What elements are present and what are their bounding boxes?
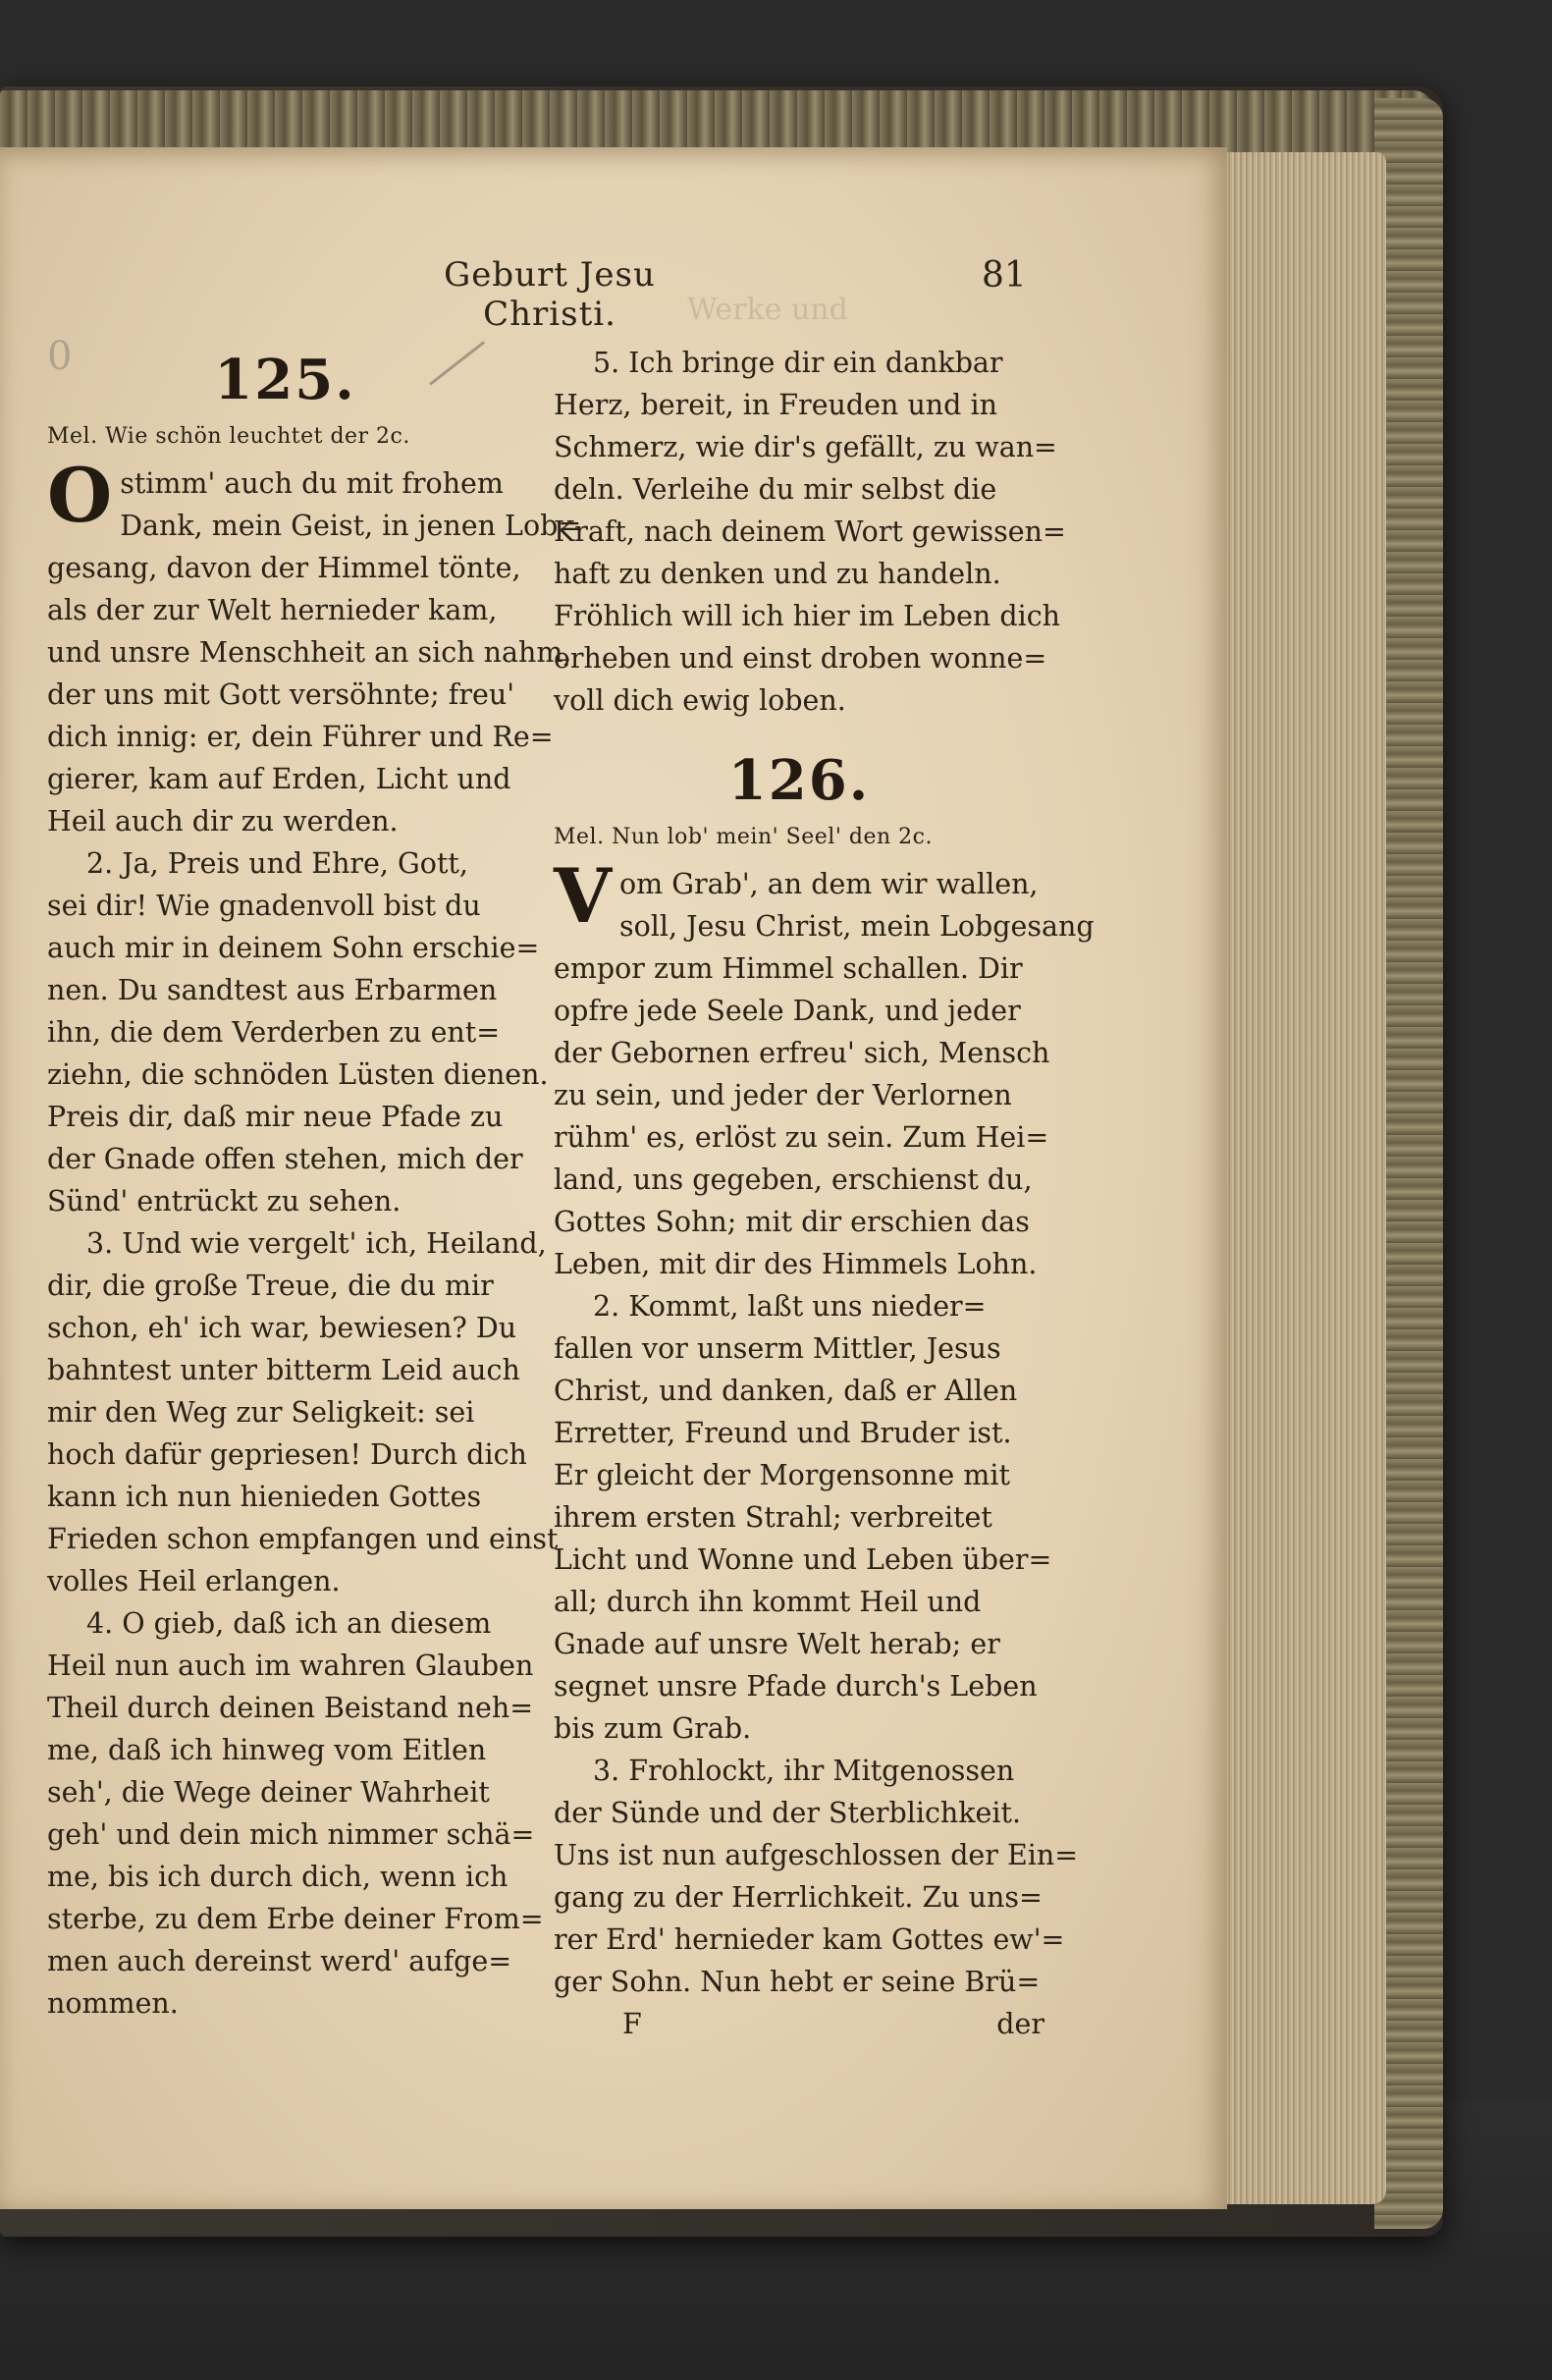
text-line: all; durch ihn kommt Heil und [554,1586,982,1618]
text-line: erheben und einst droben wonne= [554,642,1047,675]
text-line: men auch dereinst werd' aufge= [47,1945,512,1977]
text-line: nommen. [47,1987,179,2020]
text-line: stimm' auch du mit frohem [120,467,504,500]
text-line: 4. O gieb, daß ich an diesem [86,1607,492,1640]
bleed-through-text: Werke und [687,293,848,327]
text-line: Frieden schon empfangen und einst [47,1523,559,1555]
text-line: schon, eh' ich war, bewiesen? Du [47,1312,517,1344]
text-line: opfre jede Seele Dank, und jeder [554,995,1021,1027]
page-edges [1219,152,1386,2204]
text-line: 2. Kommt, laßt uns nieder= [593,1290,987,1323]
running-header: Geburt Jesu Christi. [444,255,656,334]
text-line: mir den Weg zur Seligkeit: sei [47,1396,475,1429]
text-line: kann ich nun hienieden Gottes [47,1481,482,1513]
text-line: Christ, und danken, daß er Allen [554,1375,1018,1407]
text-line: bis zum Grab. [554,1712,752,1745]
footer-line [554,2003,1044,2045]
hymn-126-text [554,852,1095,2003]
text-line: sei dir! Wie gnadenvoll bist du [47,890,481,922]
text-line: land, uns gegeben, erschienst du, [554,1163,1033,1196]
text-line: voll dich ewig loben. [554,684,846,717]
drop-cap-v: V [554,852,612,940]
text-line: gierer, kam auf Erden, Licht und [47,763,511,795]
text-line: geh' und dein mich nimmer schä= [47,1818,535,1851]
text-line: der Sünde und der Sterblichkeit. [554,1797,1022,1829]
text-line: der uns mit Gott versöhnte; freu' [47,678,515,711]
drop-cap-o: O [47,452,113,539]
text-line: Er gleicht der Morgensonne mit [554,1459,1010,1491]
text-line: ihn, die dem Verderben zu ent= [47,1016,501,1049]
hymn-125-text [47,452,582,2025]
signature-mark: F [622,2008,642,2040]
text-line: Heil auch dir zu werden. [47,805,399,838]
text-line: nen. Du sandtest aus Erbarmen [47,974,498,1006]
melody-line-126: Mel. Nun lob' mein' Seel' den 2c. [554,825,933,849]
text-line: deln. Verleihe du mir selbst die [554,473,997,506]
text-line: Kraft, nach deinem Wort gewissen= [554,515,1066,548]
text-line: rer Erd' hernieder kam Gottes ew'= [554,1923,1065,1956]
text-line: volles Heil erlangen. [47,1565,341,1597]
text-line: seh', die Wege deiner Wahrheit [47,1776,490,1809]
text-line: ger Sohn. Nun hebt er seine Brü= [554,1966,1041,1998]
text-line: om Grab', an dem wir wallen, [618,868,1039,900]
text-line: der Gnade offen stehen, mich der [47,1143,523,1175]
hymn-number-125: 125. [214,348,356,412]
text-line: Heil nun auch im wahren Glauben [47,1650,534,1682]
left-column [47,348,582,2025]
text-line: soll, Jesu Christ, mein Lobgesang [618,910,1095,943]
text-line: Licht und Wonne und Leben über= [554,1543,1052,1576]
text-line: und unsre Menschheit an sich nahm, [47,636,572,669]
text-line: empor zum Himmel schallen. Dir [554,952,1023,985]
catchword: der [996,2008,1044,2040]
text-line: Gnade auf unsre Welt herab; er [554,1628,1000,1660]
text-line: Leben, mit dir des Himmels Lohn. [554,1248,1038,1280]
text-line: 3. Frohlockt, ihr Mitgenossen [593,1755,1015,1787]
text-line: 5. Ich bringe dir ein dankbar [593,347,1003,379]
text-line: Fröhlich will ich hier im Leben dich [554,600,1061,632]
text-line: Herz, bereit, in Freuden und in [554,389,997,421]
text-line: als der zur Welt hernieder kam, [47,594,498,626]
text-line: 2. Ja, Preis und Ehre, Gott, [86,847,468,880]
text-line: rühm' es, erlöst zu sein. Zum Hei= [554,1121,1049,1154]
page-number: 81 [982,255,1027,296]
text-line: dir, die große Treue, die du mir [47,1270,494,1302]
text-line: zu sein, und jeder der Verlornen [554,1079,1012,1111]
text-line: Dank, mein Geist, in jenen Lob= [120,510,582,542]
text-line: auch mir in deinem Sohn erschie= [47,932,540,964]
text-line: haft zu denken und zu handeln. [554,558,1001,590]
text-line: gang zu der Herrlichkeit. Zu uns= [554,1881,1043,1914]
text-line: me, daß ich hinweg vom Eitlen [47,1734,487,1766]
text-line: ziehn, die schnöden Lüsten dienen. [47,1058,549,1091]
text-line: fallen vor unserm Mittler, Jesus [554,1332,1001,1365]
book-page [0,147,1227,2209]
text-line: dich innig: er, dein Führer und Re= [47,721,554,753]
pencil-mark: 0 [47,334,73,379]
text-line: me, bis ich durch dich, wenn ich [47,1861,508,1893]
text-line: bahntest unter bitterm Leid auch [47,1354,520,1386]
text-line: Uns ist nun aufgeschlossen der Ein= [554,1839,1079,1871]
text-line: Sünd' entrückt zu sehen. [47,1185,401,1217]
hymn-125-verse-5 [554,342,1066,722]
text-line: Theil durch deinen Beistand neh= [47,1692,534,1724]
text-line: gesang, davon der Himmel tönte, [47,552,521,584]
text-line: der Gebornen erfreu' sich, Mensch [554,1037,1050,1069]
text-line: ihrem ersten Strahl; verbreitet [554,1501,992,1534]
melody-line-125: Mel. Wie schön leuchtet der 2c. [47,424,410,449]
hymn-number-126: 126. [727,748,871,813]
text-line: Schmerz, wie dir's gefällt, zu wan= [554,431,1057,463]
right-column [554,342,1095,2045]
text-line: Erretter, Freund und Bruder ist. [554,1417,1012,1449]
text-line: Preis dir, daß mir neue Pfade zu [47,1101,504,1133]
text-line: Gottes Sohn; mit dir erschien das [554,1206,1030,1238]
text-line: 3. Und wie vergelt' ich, Heiland, [86,1227,547,1260]
text-line: segnet unsre Pfade durch's Leben [554,1670,1038,1703]
text-line: sterbe, zu dem Erbe deiner From= [47,1903,544,1935]
text-line: hoch dafür gepriesen! Durch dich [47,1438,527,1471]
